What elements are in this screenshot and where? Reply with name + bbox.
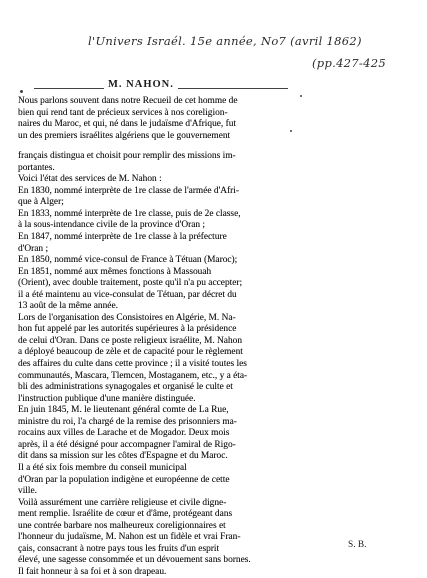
text-line: bien qui rend tant de précieux services à nos coreligion- [18,107,228,118]
text-line: Nous parlons souvent dans notre Recueil de cet homme de [18,96,238,106]
text-line: Il fait honneur à sa foi et à son drapeau. [18,566,167,577]
ink-speck [290,130,292,132]
text-line: Il a été six fois membre du conseil municipal [18,462,187,473]
article-title: M. NAHON. [104,79,178,90]
text-line: l'honneur du judaïsme, M. Nahon est un fidèle et vrai Fran- [18,532,241,543]
text-line: d'Oran ; [18,243,49,254]
text-line: (Orient), avec double traitement, poste qu'il n'a pu accepter; [18,278,243,289]
text-line: à la sous-intendance civile de la province d'Oran ; [18,220,206,231]
text-line: hon fut appelé par les autorités supérieures à la présidence [18,324,237,335]
text-line: En 1850, nommé vice-consul de France à Tétuan (Maroc); [18,255,238,266]
text-line: un des premiers israélites algériens que le gouvernement [18,130,231,141]
text-line: français distingua et choisit pour remplir des missions im- [18,151,236,162]
text-line: ment remplie. Israélite de cœur et d'âme, protégeant dans [18,509,233,520]
text-line [18,142,394,151]
text-line: naires du Maroc, et qui, né dans le judaïsme d'Afrique, fut [18,119,237,130]
text-line: En 1833, nommé interprète de 1re classe, puis de 2e classe, [18,208,241,219]
text-line: Lors de l'organisation des Consistoires en Algérie, M. Na- [18,312,236,323]
text-line: élevé, une sagesse consommée et un dévouement sans bornes. [18,555,251,566]
text-line: portantes. [18,162,55,173]
text-line: 13 août de la même année. [18,301,118,312]
text-line: il a été maintenu au vice-consulat de Tétuan, par décret du [18,289,237,300]
text-line: ministre du roi, l'a chargé de la remise des prisonniers ma- [18,416,237,427]
text-line: rocains aux villes de Larache et de Mogador. Deux mois [18,428,230,439]
text-line: l'instruction publique d'une manière distinguée. [18,393,196,404]
handwritten-page-note: (pp.427-425 [312,56,386,70]
text-line: En juin 1845, M. le lieutenant général comte de La Rue, [18,405,229,416]
text-line: Voilà assurément une carrière religieuse et civile digne- [18,497,227,508]
article-body [18,96,394,578]
text-line: En 1851, nommé aux mêmes fonctions à Massouah [18,266,212,277]
text-line: En 1830, nommé interprète de 1re classe de l'armée d'Afri- [18,185,239,196]
text-line: dit dans sa mission sur les côtes d'Espagne et du Maroc. [18,451,228,462]
ink-speck [300,95,302,97]
text-line: Voici l'état des services de M. Nahon : [18,174,162,185]
text-line: après, il a été désigné pour accompagner l'amiral de Rigo- [18,439,236,450]
text-line: une contrée barbare nos malheureux coreligionnaires et [18,520,226,531]
text-line: En 1847, nommé interprète de 1re classe à la préfecture [18,232,227,243]
text-line: çais, consacrant à notre pays tous les fruits d'un esprit [18,543,220,554]
text-line: des affaires du culte dans cette province ; il a visité toutes les [18,359,247,370]
ink-speck [20,90,23,93]
text-line: bli des administrations synagogales et organisé le culte et [18,382,233,393]
text-line: de celui d'Oran. Dans ce poste religieux israélite, M. Nahon [18,335,243,346]
handwritten-source-note: l'Univers Israél. 15e année, No7 (avril 1862) [88,34,362,48]
text-line: ville. [18,486,38,497]
text-line: d'Oran par la population indigène et européenne de cette [18,474,230,485]
text-line: que à Alger; [18,197,64,208]
text-line: a déployé beaucoup de zèle et de capacité pour le règlement [18,347,243,358]
signature: S. B. [348,540,367,550]
text-line: communautés, Mascara, Tlemcen, Mostaganem, etc., y a éta- [18,370,248,381]
